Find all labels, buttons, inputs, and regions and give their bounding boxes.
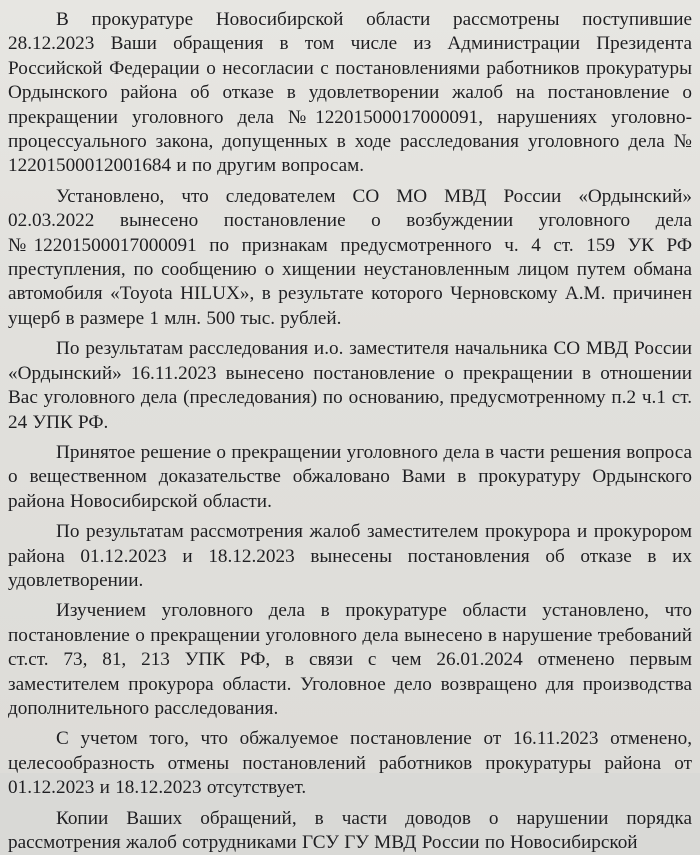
paragraph-1: В прокуратуре Новосибирской области рассмотрены поступившие 28.12.2023 Ваши обращения в том числе из Администрации Президента Российской Федерации о несогласии с постановлениями работников прокуратуры Ордынского района об отказе в удовлетворении жалоб на постановление о прекращении уголовного дела №12201500017000091, нарушениях уголовно-процессуального закона, допущенных в ходе расследования уголовного дела № 12201500012001684 и по другим вопросам. — [8, 9, 692, 177]
paragraph-3: По результатам расследования и.о. заместителя начальника СО МВД России «Ордынский» 16.11.2023 вынесено постановление о прекращении в отношении Вас уголовного дела (преследования) по основанию, предусмотренному п.2 ч.1 ст. 24 УПК РФ. — [8, 338, 692, 433]
document-body — [8, 8, 692, 855]
paragraph-6: Изучением уголовного дела в прокуратуре области установлено, что постановление о прекращении уголовного дела вынесено в нарушение требований ст.ст. 73, 81, 213 УПК РФ, в связи с чем 26.01.2024 отменено первым заместителем прокурора области. Уголовное дело возвращено для производства дополнительного расследования. — [8, 600, 692, 719]
paragraph-5: По результатам рассмотрения жалоб заместителем прокурора и прокурором района 01.12.2023 и 18.12.2023 вынесены постановления об отказе в их удовлетворении. — [8, 521, 692, 591]
paragraph-4: Принятое решение о прекращении уголовного дела в части решения вопроса о вещественном доказательстве обжаловано Вами в прокуратуру Ордынского района Новосибирской области. — [8, 441, 692, 512]
paragraph-8: Копии Ваших обращений, в части доводов о нарушении порядка рассмотрения жалоб сотрудниками ГСУ ГУ МВД России по Новосибирской — [8, 807, 692, 853]
paragraph-7: С учетом того, что обжалуемое постановление от 16.11.2023 отменено, целесообразность отмены постановлений работников прокуратуры района от 01.12.2023 и 18.12.2023 отсутствует. — [8, 728, 692, 799]
paragraph-2: Установлено, что следователем СО МО МВД России «Ордынский» 02.03.2022 вынесено постановление о возбуждении уголовного дела №12201500017000091 по признакам предусмотренного ч. 4 ст. 159 УК РФ преступления, по сообщению о хищении неустановленным лицом путем обмана автомобиля «Toyota HILUX», в результате которого Черновскому А.М. причинен ущерб в размере 1 млн. 500 тыс. рублей. — [8, 185, 692, 329]
